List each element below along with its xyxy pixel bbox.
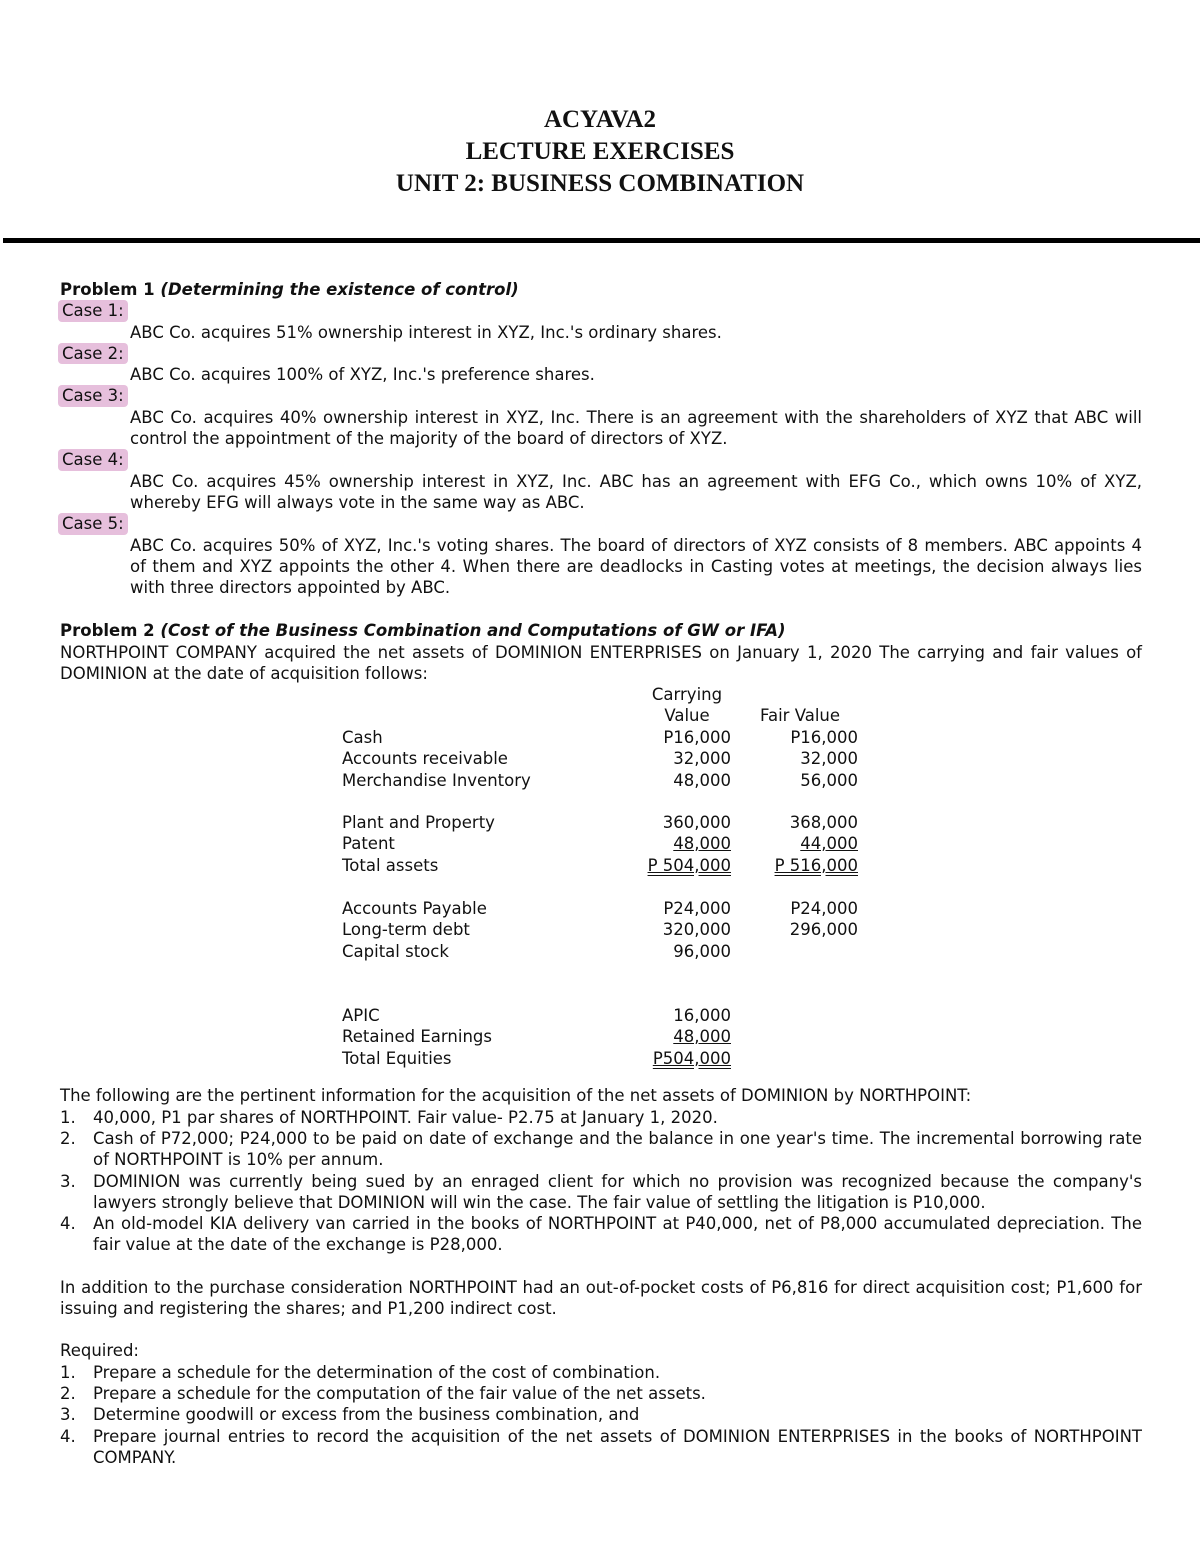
row-label: Total assets	[342, 856, 439, 876]
balance-table	[60, 684, 1142, 1069]
row-label: Plant and Property	[342, 813, 495, 833]
unit-title: UNIT 2: BUSINESS COMBINATION	[395, 170, 805, 197]
problem2-title	[60, 620, 1142, 641]
row-label: Total Equities	[342, 1049, 452, 1069]
row-label: Long-term debt	[342, 920, 470, 940]
row-fair: P 516,000	[774, 856, 858, 876]
case-label: Case 5:	[58, 513, 128, 534]
problem2-intro: NORTHPOINT COMPANY acquired the net assets of DOMINION ENTERPRISES on January 1, 2020 The carrying and fair values of DOMINION at the date of acquisition follows:	[60, 642, 1142, 684]
row-carrying: P16,000	[663, 728, 731, 748]
problem2-title-topic: (Cost of the Business Combination and Computations of GW or IFA)	[160, 621, 786, 641]
document-type: LECTURE EXERCISES	[465, 138, 735, 165]
course-code: ACYAVA2	[543, 106, 657, 133]
list-item: 3. DOMINION was currently being sued by an enraged client for which no provision was recognized because the company's lawyers strongly believe that DOMINION will win the case. The fair value of settling the litigation is P10,000.	[60, 1171, 1142, 1212]
row-carrying: 48,000	[673, 1027, 731, 1047]
row-fair: 32,000	[800, 749, 858, 769]
case-label: Case 2:	[58, 343, 128, 364]
row-label: Patent	[342, 834, 395, 854]
case-3	[60, 385, 1142, 449]
col-header-carrying-1: Carrying	[651, 685, 723, 705]
pertinent-list	[60, 1107, 1142, 1256]
row-carrying: P 504,000	[647, 856, 731, 876]
row-carrying: 32,000	[673, 749, 731, 769]
problem1-title-label: Problem 1	[60, 280, 155, 299]
row-label: Accounts Payable	[342, 899, 487, 919]
case-text: ABC Co. acquires 100% of XYZ, Inc.'s preference shares.	[130, 365, 595, 385]
pertinent-intro: The following are the pertinent information for the acquisition of the net assets of DOMINION by NORTHPOINT:	[60, 1086, 972, 1106]
row-label: Accounts receivable	[342, 749, 508, 769]
row-carrying: 320,000	[662, 920, 731, 940]
case-text: ABC Co. acquires 51% ownership interest in XYZ, Inc.'s ordinary shares.	[130, 322, 722, 342]
row-label: Merchandise Inventory	[342, 771, 531, 791]
case-text: ABC Co. acquires 40% ownership interest in XYZ, Inc. There is an agreement with the shareholders of XYZ that ABC will control the appointment of the majority of the board of directors of XYZ.	[130, 407, 1142, 449]
list-item: 4. Prepare journal entries to record the acquisition of the net assets of DOMINION ENTERPRISES in the books of NORTHPOINT COMPANY.	[60, 1426, 1142, 1467]
document-body	[60, 279, 1142, 1468]
col-header-carrying-2: Value	[664, 706, 710, 726]
row-label: APIC	[342, 1006, 380, 1026]
row-fair: 296,000	[789, 920, 858, 940]
document-header	[0, 104, 1200, 200]
row-fair: 44,000	[800, 834, 858, 854]
row-carrying: P504,000	[652, 1049, 731, 1069]
case-label: Case 3:	[58, 385, 128, 406]
list-item: 3. Determine goodwill or excess from the business combination, and	[60, 1405, 640, 1425]
required-list	[60, 1362, 1142, 1468]
row-carrying: P24,000	[663, 899, 731, 919]
case-text: ABC Co. acquires 45% ownership interest in XYZ, Inc. ABC has an agreement with EFG Co., which owns 10% of XYZ, whereby EFG will always vote in the same way as ABC.	[130, 471, 1142, 512]
row-fair: P16,000	[790, 728, 858, 748]
case-2	[60, 343, 1142, 386]
row-fair: 56,000	[800, 771, 858, 791]
row-carrying: 360,000	[662, 813, 731, 833]
case-5	[60, 513, 1142, 598]
problem1-title	[60, 279, 1142, 300]
case-text: ABC Co. acquires 50% of XYZ, Inc.'s voting shares. The board of directors of XYZ consists of 8 members. ABC appoints 4 of them and XYZ appoints the other 4. When there are deadlocks in Casting votes at meetings, the decision always lies with three directors appointed by ABC.	[130, 535, 1142, 598]
problem1-title-topic: (Determining the existence of control)	[160, 280, 519, 299]
row-fair: P24,000	[790, 899, 858, 919]
list-item: 2. Cash of P72,000; P24,000 to be paid on date of exchange and the balance in one year's time. The incremental borrowing rate of NORTHPOINT is 10% per annum.	[60, 1128, 1142, 1170]
header-divider	[3, 238, 1200, 243]
case-label: Case 4:	[58, 449, 128, 470]
problem2-title-label: Problem 2	[60, 621, 155, 641]
row-label: Retained Earnings	[342, 1027, 492, 1047]
row-fair: 368,000	[789, 813, 858, 833]
row-carrying: 16,000	[673, 1006, 731, 1026]
list-item: 4. An old-model KIA delivery van carried in the books of NORTHPOINT at P40,000, net of P8,000 accumulated depreciation. The fair value at the date of the exchange is P28,000.	[60, 1214, 1142, 1255]
row-carrying: 48,000	[673, 834, 731, 854]
row-label: Capital stock	[342, 942, 449, 962]
required-label: Required:	[60, 1341, 139, 1361]
case-label: Case 1:	[58, 300, 128, 321]
list-item: 1. 40,000, P1 par shares of NORTHPOINT. Fair value- P2.75 at January 1, 2020.	[60, 1107, 718, 1127]
row-carrying: 96,000	[673, 942, 731, 962]
list-item: 2. Prepare a schedule for the computation of the fair value of the net assets.	[60, 1383, 706, 1403]
additional-costs: In addition to the purchase consideration NORTHPOINT had an out-of-pocket costs of P6,816 for direct acquisition cost; P1,600 for issuing and registering the shares; and P1,200 indirect cost.	[60, 1277, 1142, 1319]
case-1	[60, 300, 1142, 343]
row-carrying: 48,000	[673, 771, 731, 791]
case-4	[60, 449, 1142, 513]
row-label: Cash	[342, 728, 383, 748]
col-header-fair-value: Fair Value	[760, 706, 841, 726]
list-item: 1. Prepare a schedule for the determination of the cost of combination.	[60, 1362, 661, 1382]
